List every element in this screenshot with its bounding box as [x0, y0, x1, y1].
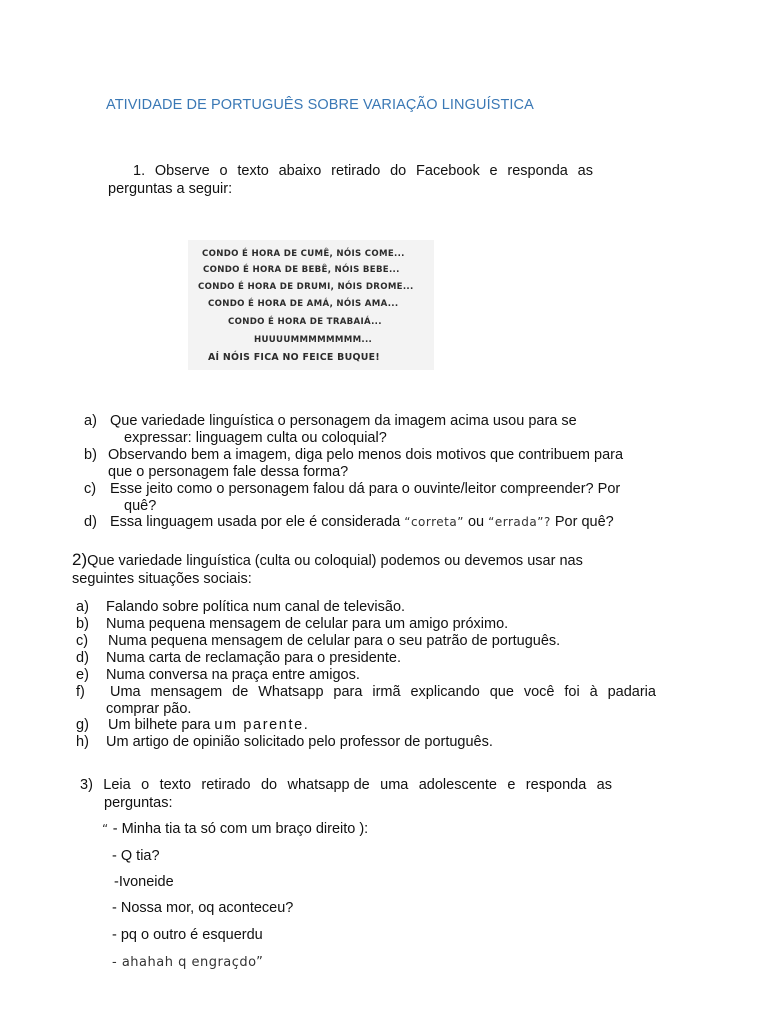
word: retirado	[331, 163, 381, 179]
word: e	[507, 777, 516, 793]
word: de	[232, 684, 249, 700]
chat-line-6: - ahahah q engraçdo”	[112, 955, 264, 970]
quote-correta: “correta”	[404, 515, 464, 529]
word: à	[589, 684, 598, 700]
item-a-text-cont: expressar: linguagem culta ou coloquial?	[124, 430, 387, 446]
chat-line-5: - pq o outro é esquerdu	[112, 927, 263, 943]
word: abaixo	[278, 163, 322, 179]
meme-line: CONDO É HORA DE BEBÊ, NÓIS BEBE...	[203, 265, 400, 275]
word: texto	[237, 163, 269, 179]
item-c-text-cont: quê?	[124, 498, 157, 514]
q2-item-h-text: Um artigo de opinião solicitado pelo professor de português.	[106, 734, 493, 750]
word: do	[390, 163, 407, 179]
meme-line: CONDO É HORA DE AMÁ, NÓIS AMA...	[208, 299, 399, 309]
question-2-line-2: seguintes situações sociais:	[72, 571, 252, 587]
q2-item-c-label: c)	[76, 633, 89, 649]
q2-item-g-label: g)	[76, 717, 89, 733]
question-2-heading	[72, 551, 632, 588]
q2-item-a-text: Falando sobre política num canal de televisão.	[106, 599, 406, 615]
word: do	[260, 777, 278, 793]
item-a-label: a)	[84, 413, 97, 429]
word: as	[596, 777, 612, 793]
item-c-label: c)	[84, 481, 97, 497]
q2-item-g-text-spaced: um parente.	[214, 717, 310, 733]
item-d-label: d)	[84, 514, 97, 530]
word: foi	[564, 684, 580, 700]
chat-open-quote: “	[102, 822, 109, 836]
q2-item-f-text-cont: comprar pão.	[106, 701, 192, 717]
word: texto	[159, 777, 192, 793]
item-d-text	[110, 514, 614, 531]
item-c-text: Esse jeito como o personagem falou dá para o ouvinte/leitor compreender? Por	[110, 481, 621, 497]
word: o	[219, 163, 228, 179]
meme-line: HUUUUMMMMMMMM...	[254, 335, 373, 345]
chat-line-4: - Nossa mor, oq aconteceu?	[112, 900, 294, 916]
q2-item-f-label: f)	[76, 684, 85, 700]
question-1-line-2: perguntas a seguir:	[108, 181, 233, 197]
item-b-label: b)	[84, 447, 97, 463]
q2-item-g-text	[108, 717, 309, 734]
word: Whatsapp	[258, 684, 324, 700]
q2-item-e-text: Numa conversa na praça entre amigos.	[106, 667, 360, 683]
q2-item-b-text: Numa pequena mensagem de celular para um amigo próximo.	[106, 616, 509, 632]
chat-line-3: -Ivoneide	[114, 874, 174, 890]
q2-item-g-text-pre: Um bilhete para	[108, 717, 211, 733]
q2-item-h-label: h)	[76, 734, 89, 750]
word: irmã	[372, 684, 401, 700]
meme-line: AÍ NÓIS FICA NO FEICE BUQUE!	[208, 352, 380, 363]
word: uma	[380, 777, 409, 793]
item-d-text-post: Por quê?	[554, 514, 614, 530]
item-b-text: Observando bem a imagem, diga pelo menos dois motivos que contribuem para	[108, 447, 624, 463]
chat-line	[102, 821, 368, 837]
word: o	[141, 777, 150, 793]
word: para	[333, 684, 363, 700]
item-d-text-pre: Essa linguagem usada por ele é considerada	[110, 514, 401, 530]
word: retirado	[201, 777, 251, 793]
quote-errada: “errada”?	[488, 515, 551, 529]
word: e	[489, 163, 498, 179]
q2-item-f-text	[110, 684, 656, 701]
question-2-line-1: Que variedade linguística (culta ou coloquial) podemos ou devemos usar nas	[87, 553, 583, 569]
question-2-number: 2)	[72, 550, 88, 569]
word: Uma	[110, 684, 141, 700]
word: padaria	[607, 684, 656, 700]
item-a-text: Que variedade linguística o personagem da imagem acima usou para se	[110, 413, 577, 429]
meme-line: CONDO É HORA DE DRUMI, NÓIS DROME...	[198, 282, 414, 292]
word: responda	[507, 163, 568, 179]
item-d-text-mid: ou	[467, 514, 485, 530]
word: explicando	[410, 684, 480, 700]
word: você	[523, 684, 555, 700]
meme-image	[188, 240, 434, 370]
q2-item-d-text: Numa carta de reclamação para o presidente.	[106, 650, 401, 666]
document-title: ATIVIDADE DE PORTUGUÊS SOBRE VARIAÇÃO LINGUÍSTICA	[106, 97, 534, 113]
word: whatsapp de	[287, 777, 370, 793]
chat-line-2: - Q tia?	[112, 848, 160, 864]
word: mensagem	[150, 684, 223, 700]
word: as	[577, 163, 593, 179]
word: Observe	[154, 163, 210, 179]
q2-item-a-label: a)	[76, 599, 89, 615]
item-b-text-cont: que o personagem fale dessa forma?	[108, 464, 349, 480]
word: Facebook	[416, 163, 480, 179]
chat-line-1: - Minha tia ta só com um braço direito ):	[108, 821, 369, 837]
question-1-number: 1.	[133, 163, 146, 179]
word: responda	[525, 777, 587, 793]
q2-item-d-label: d)	[76, 650, 89, 666]
q2-item-b-label: b)	[76, 616, 89, 632]
word: que	[489, 684, 514, 700]
meme-line: CONDO É HORA DE CUMÊ, NÓIS COME...	[202, 249, 405, 259]
q2-item-e-label: e)	[76, 667, 89, 683]
question-3-line-2: perguntas:	[104, 795, 173, 811]
question-3-line-1	[80, 777, 612, 793]
word: adolescente	[418, 777, 497, 793]
word: Leia	[103, 777, 131, 793]
word: 3)	[80, 777, 93, 793]
meme-line: CONDO É HORA DE TRABAIÁ...	[228, 317, 382, 327]
question-1-line-1	[133, 163, 593, 179]
q2-item-c-text: Numa pequena mensagem de celular para o seu patrão de português.	[108, 633, 561, 649]
